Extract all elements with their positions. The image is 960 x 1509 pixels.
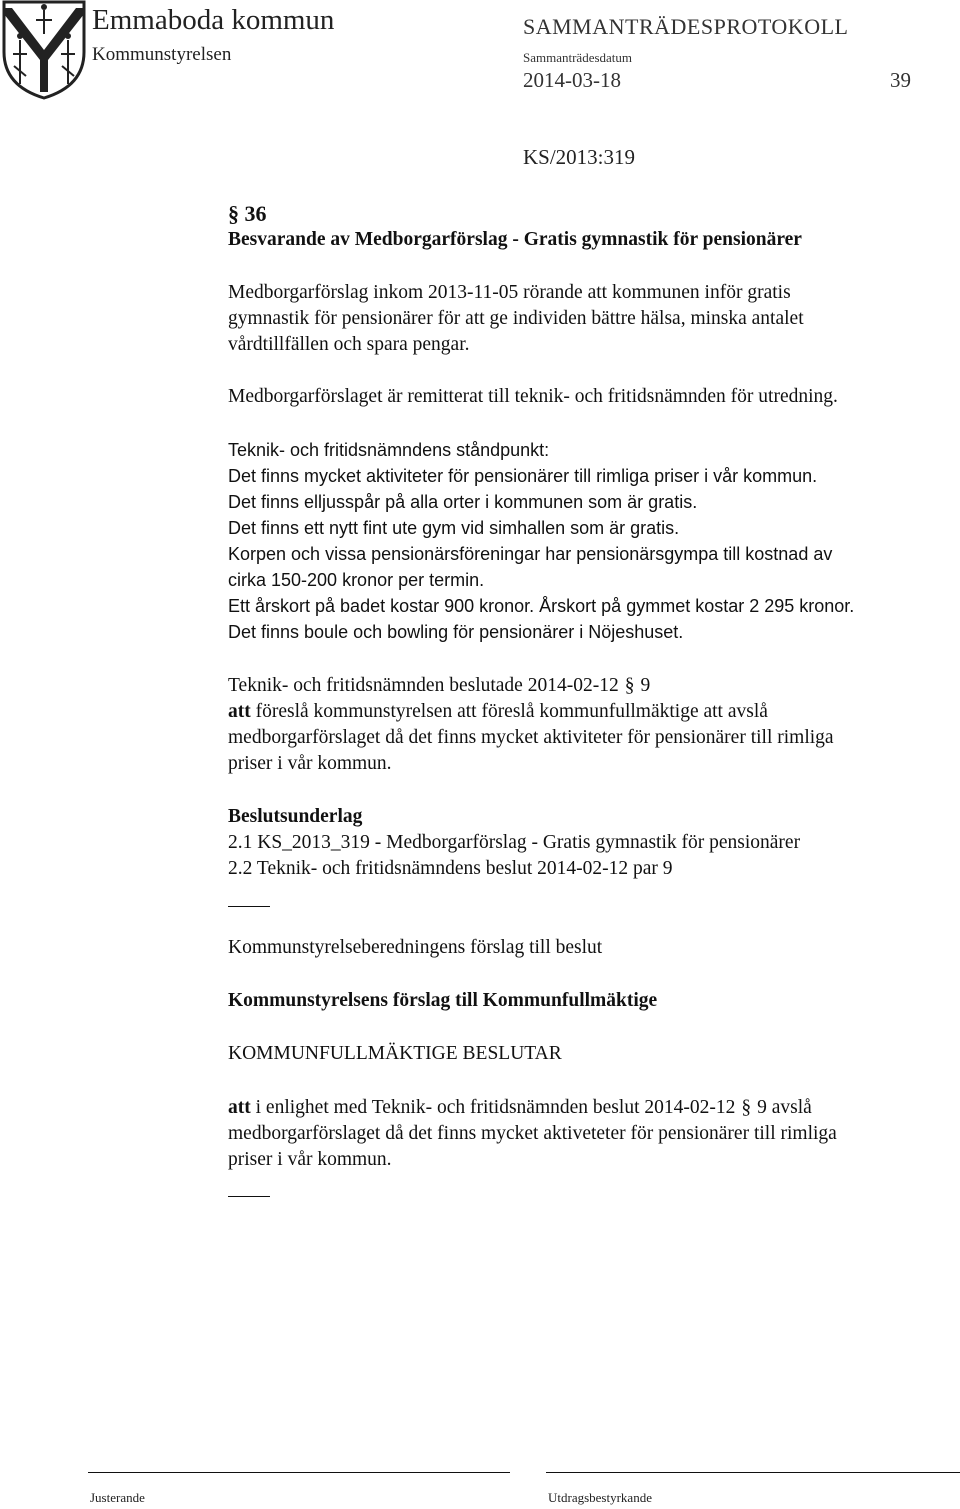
tfn-decision-heading-text: Teknik- och fritidsnämnden beslutade 2014-02-12 — [228, 675, 619, 696]
intro-line: vårdtillfällen och spara pengar. — [228, 334, 470, 355]
ks-proposal-heading: Kommunstyrelsens förslag till Kommunfullmäktige — [228, 990, 658, 1011]
basis-item: 2.2 Teknik- och fritidsnämndens beslut 2014-02-12 par 9 — [228, 858, 673, 879]
standpoint-line: Det finns mycket aktiviteter för pensionärer till rimliga priser i vår kommun. — [228, 466, 818, 486]
standpoint-line: Korpen och vissa pensionärsföreningar har pensionärsgympa till kostnad av — [228, 544, 833, 564]
ksb-proposal-heading: Kommunstyrelseberedningens förslag till beslut — [228, 937, 603, 958]
tfn-decision-line: priser i vår kommun. — [228, 753, 392, 774]
tfn-decision-text: föreslå kommunstyrelsen att föreslå kommunfullmäktige att avslå — [255, 701, 768, 722]
tfn-decision-paragraph: 9 — [640, 675, 651, 696]
final-decision-text-end: 9 avslå — [757, 1097, 812, 1118]
final-decision-line — [228, 1095, 812, 1121]
final-decision-text: i enlighet med Teknik- och fritidsnämnden beslut 2014-02-12 — [255, 1097, 736, 1118]
standpoint-line: cirka 150-200 kronor per termin. — [228, 570, 485, 590]
standpoint-line: Det finns boule och bowling för pensionärer i Nöjeshuset. — [228, 622, 684, 642]
section-title: Besvarande av Medborgarförslag - Gratis gymnastik för pensionärer — [228, 229, 802, 250]
section-symbol: § — [624, 675, 635, 696]
tfn-decision-line: medborgarförslaget då det finns mycket aktiviteter för pensionärer till rimliga — [228, 727, 834, 748]
section-symbol: § — [228, 201, 239, 226]
document-type: SAMMANTRÄDESPROTOKOLL — [523, 14, 849, 39]
footer-initials-label: Justerande — [90, 1490, 145, 1505]
separator-line — [228, 1196, 270, 1197]
att-keyword: att — [228, 1097, 251, 1118]
standpoint-line: Det finns ett nytt fint ute gym vid simhallen som är gratis. — [228, 518, 680, 538]
coat-of-arms-logo — [0, 0, 88, 100]
section-number-value: 36 — [244, 201, 267, 226]
intro-line: Medborgarförslag inkom 2013-11-05 rörande att kommunen inför gratis — [228, 282, 791, 303]
footer-signature-line-right — [546, 1472, 960, 1473]
att-keyword: att — [228, 701, 251, 722]
intro-line: gymnastik för pensionärer för att ge individen bättre hälsa, minska antalet — [228, 308, 804, 329]
basis-title: Beslutsunderlag — [228, 806, 363, 827]
case-number: KS/2013:319 — [523, 145, 636, 169]
standpoint-line: Ett årskort på badet kostar 900 kronor. Årskort på gymmet kostar 2 295 kronor. — [228, 596, 855, 616]
final-decision-line: priser i vår kommun. — [228, 1149, 392, 1170]
footer-certification-label: Utdragsbestyrkande — [548, 1490, 652, 1505]
section-symbol: § — [741, 1097, 752, 1118]
kf-decision-title: KOMMUNFULLMÄKTIGE BESLUTAR — [228, 1043, 562, 1064]
separator-line — [228, 906, 270, 907]
tfn-decision-heading — [228, 673, 650, 699]
section-number — [228, 201, 267, 227]
organization-unit: Kommunstyrelsen — [92, 44, 232, 65]
meeting-date-label: Sammanträdesdatum — [523, 50, 633, 65]
meeting-date: 2014-03-18 — [523, 68, 621, 92]
basis-item: 2.1 KS_2013_319 - Medborgarförslag - Gratis gymnastik för pensionärer — [228, 832, 801, 853]
standpoint-heading: Teknik- och fritidsnämndens ståndpunkt: — [228, 440, 550, 460]
standpoint-line: Det finns elljusspår på alla orter i kommunen som är gratis. — [228, 492, 698, 512]
organization-name: Emmaboda kommun — [92, 4, 335, 36]
footer-signature-line-left — [88, 1472, 510, 1473]
remitted-text: Medborgarförslaget är remitterat till teknik- och fritidsnämnden för utredning. — [228, 386, 838, 407]
tfn-decision-line — [228, 699, 768, 725]
final-decision-line: medborgarförslaget då det finns mycket aktiveteter för pensionärer till rimliga — [228, 1123, 837, 1144]
page-number: 39 — [890, 68, 911, 92]
